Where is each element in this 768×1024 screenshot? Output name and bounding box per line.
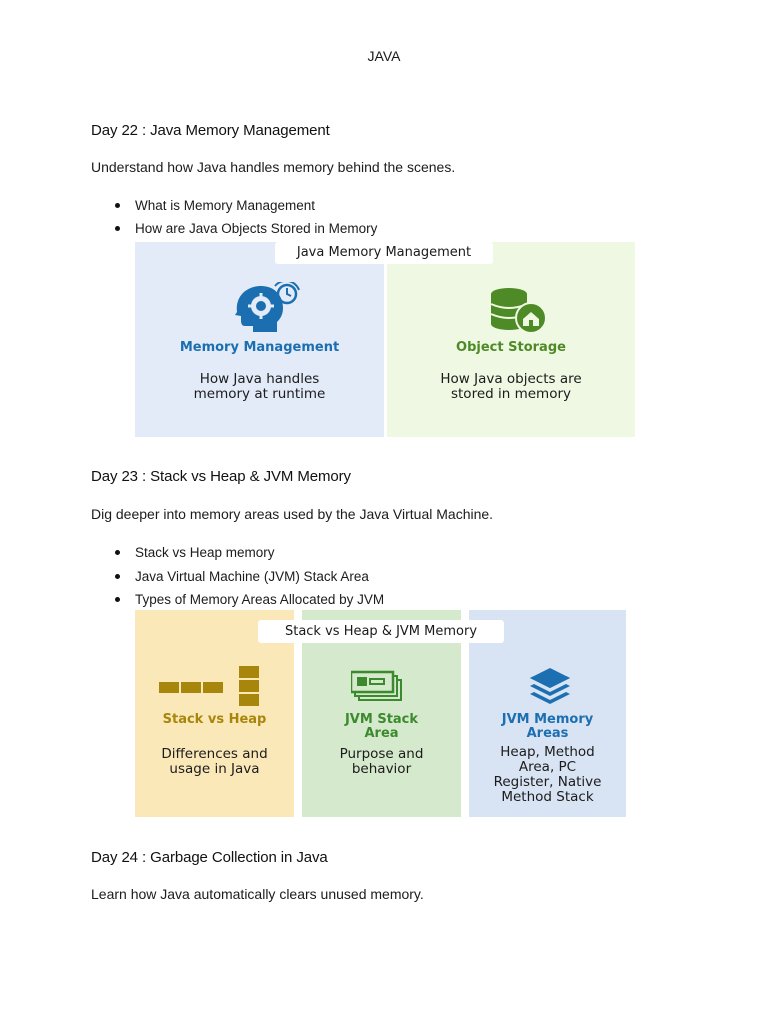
layers-icon (528, 666, 572, 706)
panel-description: How Java objects are stored in memory (440, 371, 582, 402)
section-intro-day-22: Understand how Java handles memory behind the scenes. (91, 159, 456, 175)
panel-title: Stack vs Heap (162, 712, 267, 727)
figure-java-memory-management (135, 242, 635, 437)
panel-description: Heap, Method Area, PC Register, Native Method Stack (493, 744, 602, 805)
head-gear-icon (231, 282, 305, 334)
document-header: JAVA (367, 48, 401, 64)
figure-title: Java Memory Management (275, 242, 493, 264)
panel-title: JVM Stack Area (344, 712, 419, 741)
panel-memory-management (135, 242, 384, 437)
database-icon (487, 286, 551, 334)
section-heading-day-24: Day 24 : Garbage Collection in Java (91, 849, 328, 866)
bullet-list-day-23 (91, 541, 384, 611)
panel-object-storage (387, 242, 635, 437)
section-intro-day-24: Learn how Java automatically clears unused memory. (91, 886, 424, 902)
bullet-list-day-22 (91, 194, 377, 240)
figure-stack-vs-heap (135, 610, 626, 817)
list-item: Stack vs Heap memory (91, 541, 384, 564)
list-item: How are Java Objects Stored in Memory (91, 217, 377, 240)
stack-blocks-icon (159, 666, 261, 708)
figure-title: Stack vs Heap & JVM Memory (258, 620, 504, 643)
panel-title: JVM Memory Areas (501, 712, 594, 741)
panel-description: Differences and usage in Java (161, 746, 268, 777)
section-heading-day-23: Day 23 : Stack vs Heap & JVM Memory (91, 468, 351, 485)
list-item: What is Memory Management (91, 194, 377, 217)
list-item: Java Virtual Machine (JVM) Stack Area (91, 565, 384, 588)
list-item: Types of Memory Areas Allocated by JVM (91, 588, 384, 611)
section-intro-day-23: Dig deeper into memory areas used by the Java Virtual Machine. (91, 506, 494, 522)
panel-description: Purpose and behavior (339, 746, 424, 777)
panel-title: Memory Management (179, 340, 340, 355)
panel-title: Object Storage (456, 340, 566, 355)
section-heading-day-22: Day 22 : Java Memory Management (91, 122, 330, 139)
panel-description: How Java handles memory at runtime (193, 371, 326, 402)
stacked-frames-icon (351, 670, 405, 702)
